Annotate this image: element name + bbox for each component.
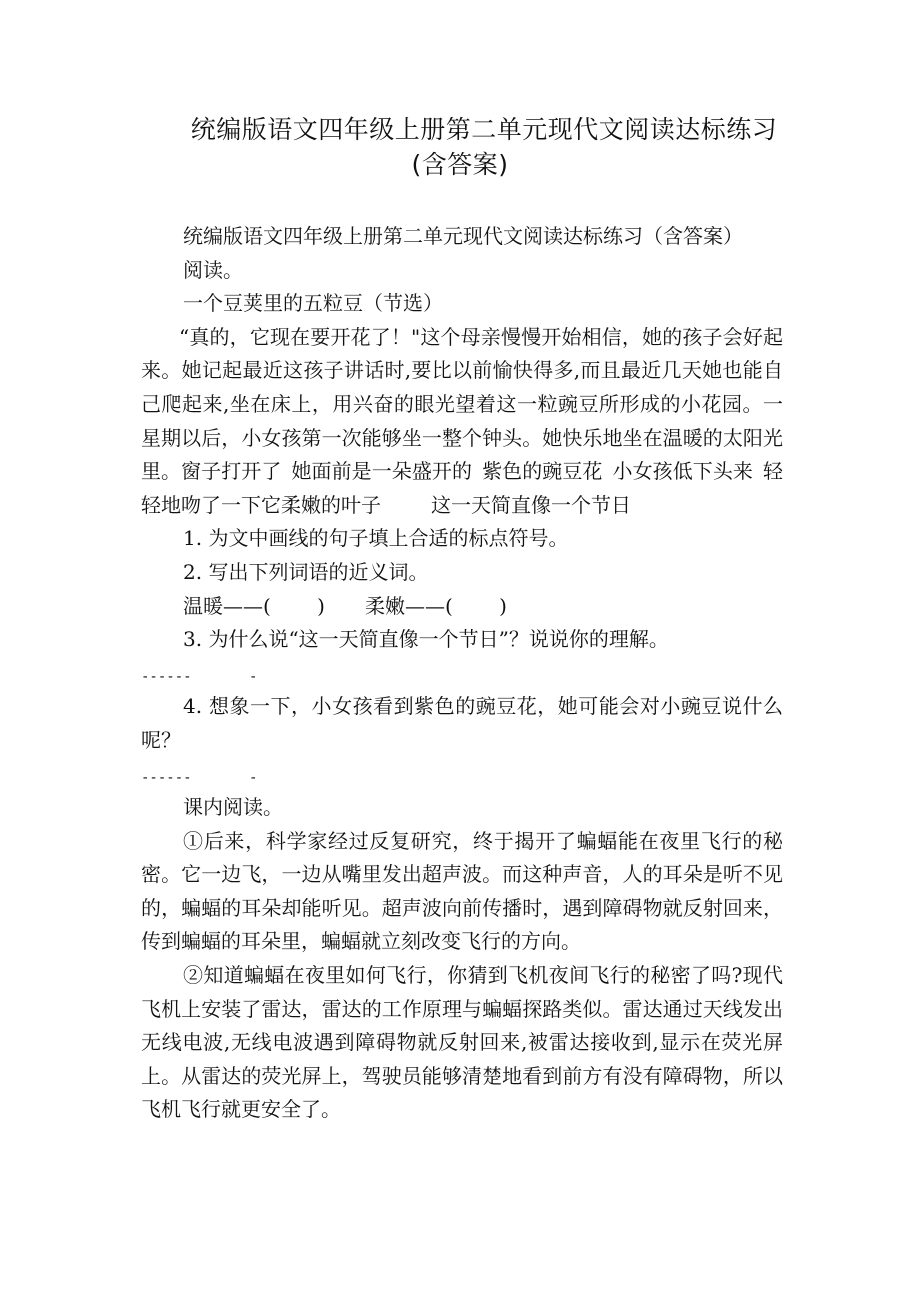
passage-underlined-c: 小女孩低下头来 [612, 459, 753, 484]
synonym-item-2: 柔嫩——( ) [364, 593, 507, 618]
passage-underlined-e: 这一天简直像一个节日 [431, 492, 631, 517]
answer-dashes: ------ [141, 769, 192, 786]
answer-dashes: ------ [141, 668, 192, 685]
passage-2-paragraph-2: ②知道蝙蝠在夜里如何飞行，你猜到飞机夜间飞行的秘密了吗?现代飞机上安装了雷达，雷达的工作原理与蝙蝠探路类似。雷达通过天线发出无线电波,无线电波遇到障碍物就反射回来,被雷达接收到,显示在荧光屏上。从雷达的荧光屏上，驾驶员能够清楚地看到前方有没有障碍物，所以飞机飞行就更安全了。 [141, 963, 783, 1122]
title-line-1: 统编版语文四年级上册第二单元现代文阅读达标练习 [190, 115, 778, 144]
answer-dash-end: - [249, 668, 258, 685]
passage-paragraph [141, 321, 783, 523]
synonym-item-1: 温暖——( ) [183, 593, 325, 618]
question-1: 1. 为文中画线的句子填上合适的标点符号。 [183, 526, 569, 551]
passage-underlined-a: 她面前是一朵盛开的 [291, 459, 473, 484]
title-line-2: (含答案) [411, 150, 509, 179]
document-body [141, 220, 783, 1127]
answer-line [141, 657, 783, 691]
answer-line [141, 758, 783, 792]
read-label-2: 课内阅读。 [183, 795, 283, 820]
passage-underlined-b: 紫色的豌豆花 [482, 459, 603, 484]
intro-line: 统编版语文四年级上册第二单元现代文阅读达标练习（含答案） [183, 224, 743, 248]
passage-2-paragraph-1: ①后来，科学家经过反复研究，终于揭开了蝙蝠能在夜里飞行的秘密。它一边飞，一边从嘴里发出超声波。而这种声音，人的耳朵是听不见的，蝙蝠的耳朵却能听见。超声波向前传播时，遇到障碍物就反射回来，传到蝙蝠的耳朵里，蝙蝠就立刻改变飞行的方向。 [141, 828, 783, 954]
question-2: 2. 写出下列词语的近义词。 [183, 559, 429, 584]
read-label: 阅读。 [183, 257, 243, 282]
passage-text: “真的，它现在要开花了！"这个母亲慢慢开始相信，她的孩子会好起来。她记起最近这孩子讲话时,要比以前愉快得多,而且最近几天她也能自己爬起来,坐在床上，用兴奋的眼光望着这一粒豌豆所形成的小花园。一星期以后，小女孩第一次能够坐一整个钟头。她快乐地坐在温暖的太阳光里。窗子打开了 [141, 324, 783, 484]
question-3: 3. 为什么说“这一天简直像一个节日”？说说你的理解。 [183, 627, 669, 652]
document-title [0, 112, 920, 182]
question-2-items [141, 590, 783, 624]
passage-title: 一个豆荚里的五粒豆（节选） [183, 291, 443, 316]
answer-dash-end: - [249, 769, 258, 786]
passage-underlined-d: 轻轻地吻了一下它柔嫩的叶子 [141, 459, 784, 517]
question-4: 4. 想象一下，小女孩看到紫色的豌豆花，她可能会对小豌豆说什么呢？ [141, 694, 783, 752]
